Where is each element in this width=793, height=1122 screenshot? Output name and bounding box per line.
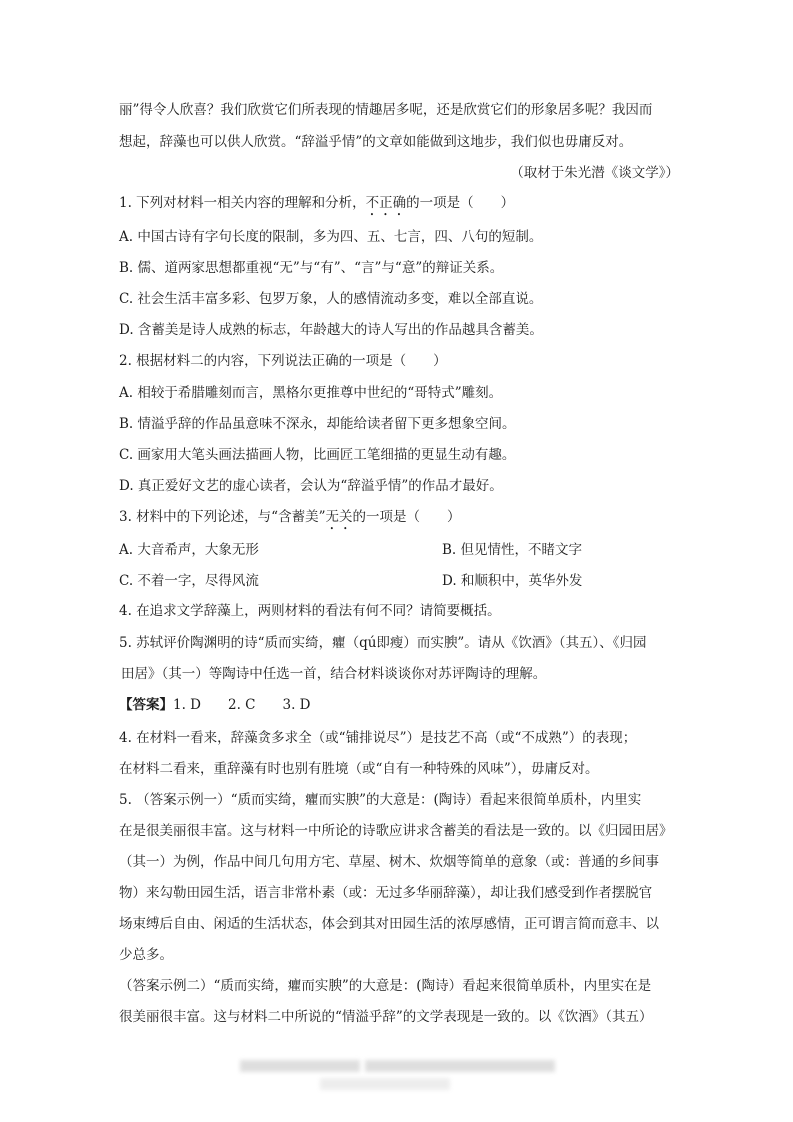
question-1-stem bbox=[119, 193, 679, 213]
answer-5-line: 场束缚后自由、闲适的生活状态，体会到其对田园生活的浓厚感情，正可谓言简而意丰、以 bbox=[119, 916, 659, 932]
question-3-stem bbox=[119, 507, 679, 527]
answer-5-line: 少总多。 bbox=[119, 947, 173, 963]
option-b: B. 但见情性，不睹文字 bbox=[442, 542, 583, 558]
stem-text: 3. 材料中的下列论述，与“含蓄美” bbox=[119, 509, 326, 525]
question-2-stem: 2. 根据材料二的内容，下列说法正确的一项是（ ） bbox=[119, 353, 447, 369]
option-row bbox=[119, 571, 679, 591]
option-a: A. 相较于希腊雕刻而言，黑格尔更推尊中世纪的“哥特式”雕刻。 bbox=[119, 385, 503, 401]
option-row bbox=[119, 540, 679, 560]
answer-5-example2-line: （答案示例二）“质而实绮，癯而实腴”的大意是：(陶诗）看起来很简单质朴，内里实在是 bbox=[119, 978, 652, 994]
answer-5-example2-line: 很美丽很丰富。这与材料二中所说的“情溢乎辞”的文学表现是一致的。以《饮酒》（其五） bbox=[119, 1009, 653, 1025]
stem-text: 的一项是（ ） bbox=[406, 195, 515, 211]
option-d: D. 和顺积中，英华外发 bbox=[442, 573, 583, 589]
answer-key bbox=[119, 695, 679, 715]
option-b: B. 儒、道两家思想都重视“无”与“有”、“言”与“意”的辩证关系。 bbox=[119, 260, 504, 276]
answer-4-line: 在材料二看来，重辞藻有时也别有胜境（或“自有一种特殊的风味”），毋庸反对。 bbox=[119, 761, 599, 777]
answer-4-line: 4. 在材料一看来，辞藻贪多求全（或“铺排说尽”）是技艺不高（或“不成熟”）的表现； bbox=[119, 730, 637, 746]
option-c: C. 社会生活丰富多彩、包罗万象，人的感情流动多变，难以全部直说。 bbox=[119, 291, 543, 307]
question-5-line: 5. 苏轼评价陶渊明的诗“质而实绮，癯（qú即瘦）而实腴”。请从《饮酒》（其五）、《归园 bbox=[119, 635, 647, 651]
answer-5-line: 5. （答案示例一）“质而实绮，癯而实腴”的大意是：(陶诗）看起来很简单质朴，内里实 bbox=[119, 792, 642, 808]
stem-text: 1. 下列对材料一相关内容的理解和分析， bbox=[119, 195, 366, 211]
stem-text: 的一项是（ ） bbox=[352, 509, 461, 525]
question-4-stem: 4. 在追求文学辞藻上，两则材料的看法有何不同？请简要概括。 bbox=[119, 603, 501, 619]
question-5-line: 田居》（其一）等陶诗中任选一首，结合材料谈谈你对苏评陶诗的理解。 bbox=[121, 666, 547, 682]
option-d: D. 含蓄美是诗人成熟的标志，年龄越大的诗人写出的作品越具含蓄美。 bbox=[119, 322, 543, 338]
answer-label: 【答案】 bbox=[119, 697, 173, 713]
answer-5-line: 物）来勾勒田园生活，语言非常朴素（或：无过多华丽辞藻），却让我们感受到作者摆脱官 bbox=[119, 885, 653, 901]
answer-mc: 1. D 2. C 3. D bbox=[173, 697, 311, 713]
option-a: A. 中国古诗有字句长度的限制，多为四、五、七言，四、八句的短制。 bbox=[119, 229, 543, 245]
emphasis-text: 无关 bbox=[325, 509, 353, 525]
option-d: D. 真正爱好文艺的虚心读者，会认为“辞溢乎情”的作品才最好。 bbox=[119, 478, 503, 494]
option-c: C. 不着一字，尽得风流 bbox=[119, 573, 259, 589]
answer-5-line: 在是很美丽很丰富。这与材料一中所论的诗歌应讲求含蓄美的看法是一致的。以《归园田居》 bbox=[119, 823, 673, 839]
passage-line: 想起，辞藻也可以供人欣赏。“辞溢乎情”的文章如能做到这地步，我们似也毋庸反对。 bbox=[119, 134, 633, 150]
option-c: C. 画家用大笔头画法描画人物，比画匠工笔细描的更显生动有趣。 bbox=[119, 447, 516, 463]
answer-5-line: （其一）为例，作品中间几句用方宅、草屋、树木、炊烟等简单的意象（或：普通的乡间事 bbox=[119, 854, 659, 870]
option-a: A. 大音希声，大象无形 bbox=[119, 542, 259, 558]
passage-source: （取材于朱光潜《谈文学》） bbox=[510, 165, 679, 181]
option-b: B. 情溢乎辞的作品虽意味不深永，却能给读者留下更多想象空间。 bbox=[119, 416, 516, 432]
passage-line: 丽”得令人欣喜？我们欣赏它们所表现的情趣居多呢，还是欣赏它们的形象居多呢？我因而 bbox=[119, 102, 653, 118]
emphasis-text: 不正确 bbox=[365, 195, 407, 211]
